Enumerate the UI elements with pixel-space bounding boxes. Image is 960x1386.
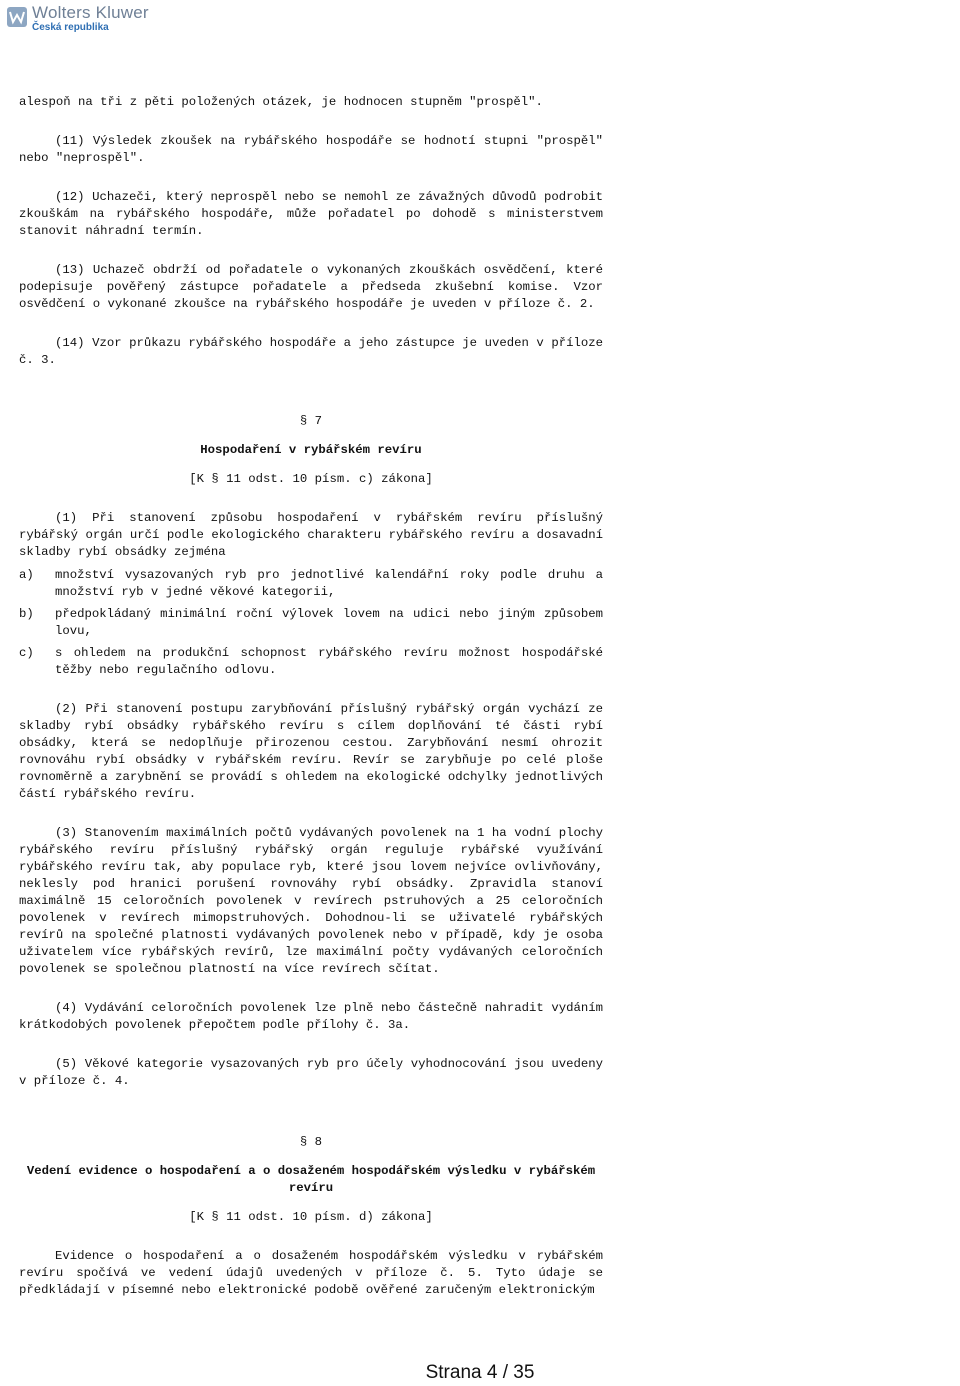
list-item — [19, 606, 603, 640]
brand-name: Wolters Kluwer — [32, 3, 149, 22]
section-8-reference: [K § 11 odst. 10 písm. d) zákona] — [189, 1210, 433, 1224]
section-8-title: Vedení evidence o hospodaření a o dosaženém hospodářském výsledku v rybářském revíru — [26, 1164, 596, 1195]
section-7-paragraph-4: (4) Vydávání celoročních povolenek lze plně nebo částečně nahradit vydáním krátkodobých povolenek přepočtem podle přílohy č. 3a. — [19, 1001, 603, 1032]
paragraph-14: (14) Vzor průkazu rybářského hospodáře a jeho zástupce je uveden v příloze č. 3. — [19, 336, 603, 367]
paragraph-11: (11) Výsledek zkoušek na rybářského hospodáře se hodnotí stupni "prospěl" nebo "neprospěl". — [19, 134, 603, 165]
section-7-paragraph-5: (5) Věkové kategorie vysazovaných ryb pro účely vyhodnocování jsou uvedeny v příloze č. 4. — [19, 1057, 603, 1088]
list-item — [19, 645, 603, 679]
brand-country: Česká republika — [32, 22, 109, 33]
list-item-label: c) — [19, 646, 34, 660]
list-item-label: a) — [19, 568, 34, 582]
paragraph-continued: alespoň na tři z pěti položených otázek, je hodnocen stupněm "prospěl". — [19, 95, 543, 109]
section-7-title: Hospodaření v rybářském revíru — [200, 443, 422, 457]
list-item-text: množství vysazovaných ryb pro jednotlivé kalendářní roky podle druhu a množství ryb v jedné věkové kategorii, — [55, 568, 603, 599]
list-item-text: předpokládaný minimální roční výlovek lovem na udici nebo jiným způsobem lovu, — [55, 607, 603, 638]
publisher-logo — [6, 4, 149, 38]
document-body — [19, 94, 603, 1299]
list-item — [19, 567, 603, 601]
wolters-kluwer-logo-icon — [6, 6, 28, 28]
list-item-text: s ohledem na produkční schopnost rybářského revíru možnost hospodářské těžby nebo regulačního odlovu. — [55, 646, 603, 677]
list-item-label: b) — [19, 607, 34, 621]
section-7-reference: [K § 11 odst. 10 písm. c) zákona] — [189, 472, 433, 486]
section-8-paragraph-1: Evidence o hospodaření a o dosaženém hospodářském výsledku v rybářském revíru spočívá ve vedení údajů uvedených v příloze č. 5. Tyto údaje se předkládají v písemné nebo elektronické podobě ověřené zaručeným elektronickým — [19, 1249, 603, 1297]
section-7-paragraph-1: (1) Při stanovení způsobu hospodaření v rybářském revíru příslušný rybářský orgán určí podle ekologického charakteru rybářského revíru a dosavadní skladby rybí obsádky zejména — [19, 511, 603, 559]
paragraph-12: (12) Uchazeči, který neprospěl nebo se nemohl ze závažných důvodů podrobit zkouškám na rybářského hospodáře, může pořadatel po dohodě s ministerstvem stanovit náhradní termín. — [19, 190, 603, 238]
section-7-paragraph-2: (2) Při stanovení postupu zarybňování příslušný rybářský orgán vychází ze skladby rybí obsádky rybářského revíru s cílem doplňování té části rybí obsádky, která se nedoplňuje přirozenou cestou. Zarybňování nesmí ohrozit rovnováhu rybí obsádky v rybářském revíru. Revír se zarybňuje po celé ploše rovnoměrně a zarybnění se provádí s ohledem na ekologické odchylky jednotlivých částí rybářského revíru. — [19, 702, 603, 801]
page-number: Strana 4 / 35 — [425, 1362, 535, 1383]
paragraph-13: (13) Uchazeč obdrží od pořadatele o vykonaných zkouškách osvědčení, které podepisuje pověřený zástupce pořadatele a předseda zkušební komise. Vzor osvědčení o vykonané zkoušce na rybářského hospodáře je uveden v příloze č. 2. — [19, 263, 603, 311]
section-7-paragraph-3: (3) Stanovením maximálních počtů vydávaných povolenek na 1 ha vodní plochy rybářského revíru příslušný rybářský orgán reguluje rybářské využívání rybářského revíru tak, aby populace ryb, které jsou lovem nejvíce ovlivňovány, neklesly pod hranici porušení rovnováhy rybí obsádky. Zpravidla stanoví maximálně 15 celoročních povolenek v revírech pstruhových a 25 celoročních povolenek v revírech mimopstruhových. Dohodnou-li se uživatelé rybářských revírů na společné platnosti vydávaných povolenek nebo v případě, kdy je osoba uživatelem více rybářských revírů, lze maximální počty vydávaných celoročních povolenek se společnou platností na více revírech sčítat. — [19, 826, 603, 976]
section-8-number: § 8 — [299, 1135, 323, 1149]
section-7-number: § 7 — [299, 414, 323, 428]
